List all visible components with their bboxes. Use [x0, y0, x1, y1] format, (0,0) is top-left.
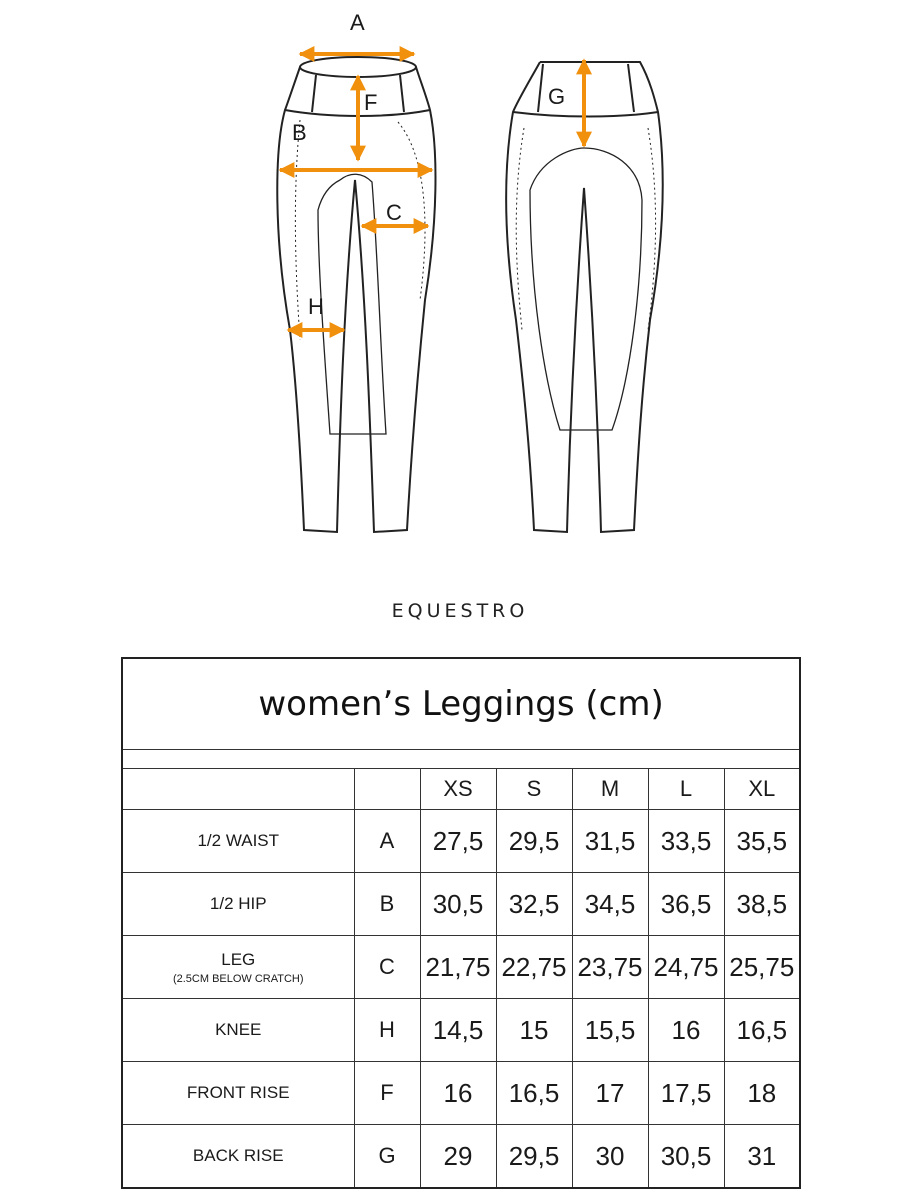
measurement-label — [122, 873, 354, 936]
measurement-label — [122, 810, 354, 873]
size-chart-table — [121, 657, 801, 1189]
label-a: A — [350, 10, 365, 35]
measurement-code: F — [354, 1062, 420, 1125]
size-header: M — [572, 769, 648, 810]
measurement-code: B — [354, 873, 420, 936]
size-header-row — [122, 769, 800, 810]
measurement-name: KNEE — [215, 1020, 262, 1039]
table-spacer — [122, 750, 800, 769]
size-value: 16 — [648, 999, 724, 1062]
measurement-label — [122, 1062, 354, 1125]
size-value: 38,5 — [724, 873, 800, 936]
size-value: 34,5 — [572, 873, 648, 936]
size-value: 33,5 — [648, 810, 724, 873]
table-row — [122, 1062, 800, 1125]
brand-logo: EQUESTRO — [391, 600, 529, 622]
header-empty — [354, 769, 420, 810]
size-header: XL — [724, 769, 800, 810]
size-value: 31 — [724, 1125, 800, 1189]
size-header: XS — [420, 769, 496, 810]
label-g: G — [548, 84, 566, 109]
measurement-note: (2.5CM BELOW CRATCH) — [172, 972, 304, 985]
measurement-label — [122, 1125, 354, 1189]
measurement-code: C — [354, 936, 420, 999]
size-value: 16 — [420, 1062, 496, 1125]
measurement-code: G — [354, 1125, 420, 1189]
label-c: C — [386, 200, 402, 225]
size-value: 22,75 — [496, 936, 572, 999]
header-empty — [122, 769, 354, 810]
size-value: 15,5 — [572, 999, 648, 1062]
size-value: 21,75 — [420, 936, 496, 999]
size-value: 27,5 — [420, 810, 496, 873]
size-value: 29,5 — [496, 810, 572, 873]
size-value: 17,5 — [648, 1062, 724, 1125]
measurement-name: 1/2 WAIST — [197, 831, 280, 850]
size-value: 36,5 — [648, 873, 724, 936]
size-header: S — [496, 769, 572, 810]
measurement-name: BACK RISE — [192, 1146, 284, 1165]
table-row — [122, 873, 800, 936]
table-row — [122, 1125, 800, 1189]
size-value: 30 — [572, 1125, 648, 1189]
label-h: H — [308, 294, 324, 319]
measurement-code: A — [354, 810, 420, 873]
measurement-label — [122, 999, 354, 1062]
size-value: 31,5 — [572, 810, 648, 873]
size-value: 30,5 — [420, 873, 496, 936]
size-value: 14,5 — [420, 999, 496, 1062]
table-row — [122, 936, 800, 999]
measurement-name: LEG — [221, 949, 256, 969]
size-value: 15 — [496, 999, 572, 1062]
size-value: 35,5 — [724, 810, 800, 873]
size-header: L — [648, 769, 724, 810]
size-value: 25,75 — [724, 936, 800, 999]
label-b: B — [292, 120, 307, 145]
table-title: women’s Leggings (cm) — [122, 658, 800, 750]
leggings-diagram — [0, 0, 920, 560]
size-value: 32,5 — [496, 873, 572, 936]
size-value: 16,5 — [496, 1062, 572, 1125]
size-value: 29 — [420, 1125, 496, 1189]
measurement-name: FRONT RISE — [186, 1083, 290, 1102]
size-value: 18 — [724, 1062, 800, 1125]
measurement-label — [122, 936, 354, 999]
size-value: 30,5 — [648, 1125, 724, 1189]
size-value: 17 — [572, 1062, 648, 1125]
size-value: 24,75 — [648, 936, 724, 999]
label-f: F — [364, 90, 378, 115]
table-row — [122, 999, 800, 1062]
size-value: 23,75 — [572, 936, 648, 999]
size-value: 29,5 — [496, 1125, 572, 1189]
size-value: 16,5 — [724, 999, 800, 1062]
measurement-name: 1/2 HIP — [209, 894, 267, 913]
measurement-code: H — [354, 999, 420, 1062]
table-row — [122, 810, 800, 873]
